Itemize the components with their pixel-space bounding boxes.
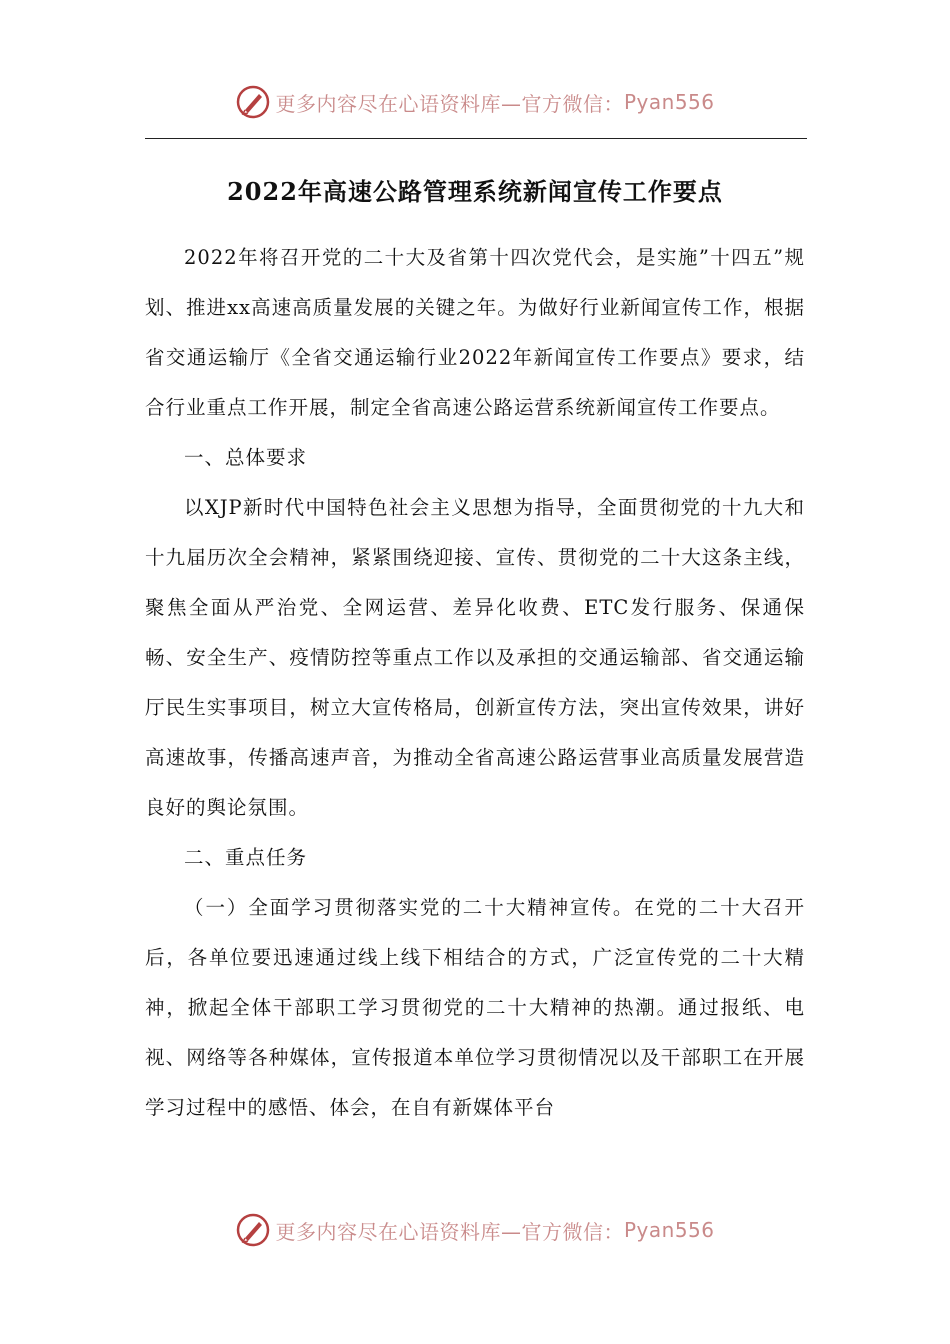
document-title: 2022年高速公路管理系统新闻宣传工作要点 bbox=[227, 177, 723, 206]
header-watermark bbox=[0, 82, 950, 122]
paragraph-task-one: （一）全面学习贯彻落实党的二十大精神宣传。在党的二十大召开后，各单位要迅速通过线上线下相结合的方式，广泛宣传党的二十大精神，掀起全体干部职工学习贯彻党的二十大精神的热潮。通过报纸、电视、网络等各种媒体，宣传报道本单位学习贯彻情况以及干部职工在开展学习过程中的感悟、体会，在自有新媒体平台 bbox=[145, 896, 805, 1119]
footer-watermark bbox=[0, 1210, 950, 1250]
pen-circle-icon bbox=[235, 84, 271, 120]
watermark-wechat-id: Pyan556 bbox=[623, 90, 715, 114]
section-heading-tasks: 二、重点任务 bbox=[184, 846, 308, 869]
watermark-text: 更多内容尽在心语资料库—官方微信： bbox=[275, 91, 624, 116]
watermark-wechat-id: Pyan556 bbox=[623, 1218, 715, 1242]
header-divider bbox=[145, 138, 807, 139]
section-heading-general: 一、总体要求 bbox=[184, 446, 308, 469]
pen-circle-icon bbox=[235, 1212, 271, 1248]
paragraph-general-requirements: 以XJP新时代中国特色社会主义思想为指导，全面贯彻党的十九大和十九届历次全会精神，紧紧围绕迎接、宣传、贯彻党的二十大这条主线，聚焦全面从严治党、全网运营、差异化收费、ETC发行服务、保通保畅、安全生产、疫情防控等重点工作以及承担的交通运输部、省交通运输厅民生实事项目，树立大宣传格局，创新宣传方法，突出宣传效果，讲好高速故事，传播高速声音，为推动全省高速公路运营事业高质量发展营造良好的舆论氛围。 bbox=[145, 496, 805, 819]
watermark-text: 更多内容尽在心语资料库—官方微信： bbox=[275, 1219, 624, 1244]
document-body bbox=[145, 233, 805, 1133]
paragraph-intro: 2022年将召开党的二十大及省第十四次党代会，是实施”十四五”规划、推进xx高速高质量发展的关键之年。为做好行业新闻宣传工作，根据省交通运输厅《全省交通运输行业2022年新闻宣传工作要点》要求，结合行业重点工作开展，制定全省高速公路运营系统新闻宣传工作要点。 bbox=[145, 246, 805, 419]
